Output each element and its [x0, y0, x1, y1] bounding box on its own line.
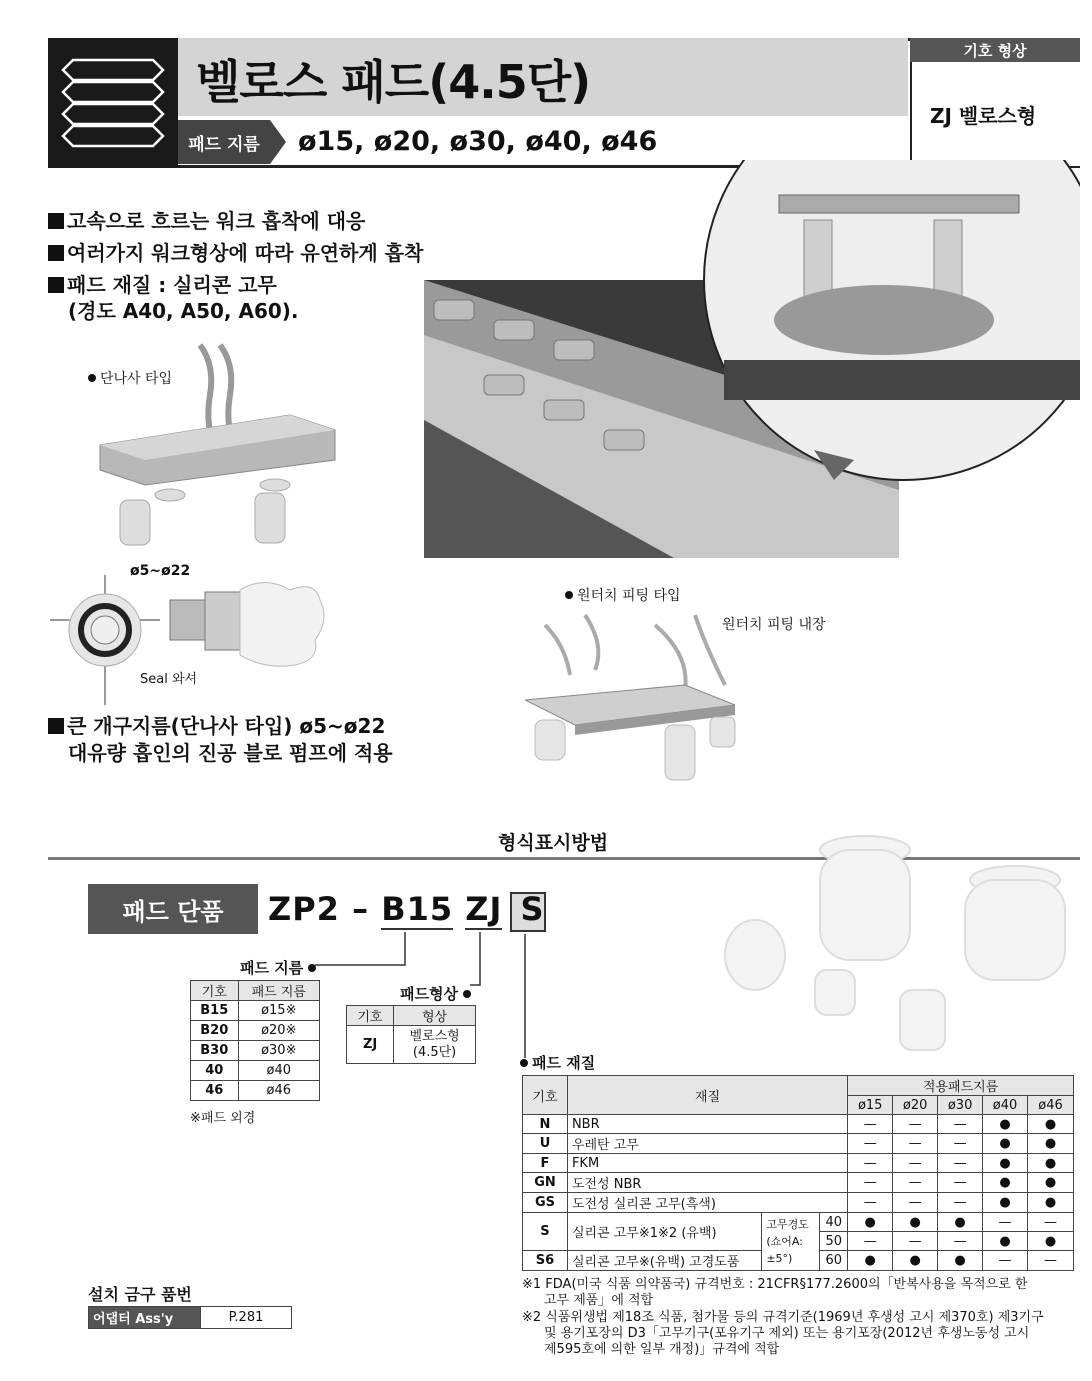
availability-mark: ●	[848, 1213, 893, 1232]
availability-mark: ●	[983, 1232, 1028, 1251]
size-value: ø30※	[238, 1041, 319, 1061]
material-row	[523, 1193, 1074, 1213]
material-row	[523, 1154, 1074, 1173]
availability-mark: ●	[983, 1154, 1028, 1173]
material-row	[523, 1134, 1074, 1154]
feature-text: 패드 재질 : 실리콘 고무	[67, 273, 277, 297]
hardness-value: 50	[820, 1232, 848, 1251]
large-opening-line2: 대유량 흡인의 진공 블로 펌프에 적용	[68, 741, 393, 765]
material-header-sizes: 적용패드지름	[848, 1076, 1074, 1096]
availability-mark: —	[848, 1193, 893, 1213]
size-table-note: ※패드 외경	[190, 1111, 256, 1126]
size-code: B30	[191, 1041, 239, 1061]
section-title: 형식표시방법	[498, 832, 609, 854]
availability-mark: —	[893, 1232, 938, 1251]
footnote-1: ※1 FDA(미국 식품 의약품국) 규격번호 : 21CFR§177.2600의「반복사용을 목적으로 한	[522, 1277, 1028, 1292]
size-code: B15	[191, 1001, 239, 1021]
symbol-value: ZJ 벨로스형	[930, 104, 1037, 128]
availability-mark: —	[848, 1115, 893, 1134]
shape-table-header: 형상	[394, 1006, 476, 1026]
bullet-dot-icon	[308, 964, 316, 972]
material-header-material: 재질	[567, 1076, 847, 1115]
shape-table-title-text: 패드형상	[400, 985, 458, 1003]
large-opening-text: 큰 개구지름(단나사 타입) ø5~ø22	[67, 714, 386, 738]
large-opening-line1	[48, 710, 385, 739]
availability-mark: —	[938, 1173, 983, 1193]
hardness-value: 40	[820, 1213, 848, 1232]
material-row	[523, 1173, 1074, 1193]
footnote-2-cont2: 제595호에 의한 일부 개정)」규격에 적합	[544, 1342, 780, 1357]
availability-mark: —	[938, 1134, 983, 1154]
availability-mark: ●	[983, 1173, 1028, 1193]
availability-mark: ●	[938, 1251, 983, 1271]
material-code: S6	[523, 1251, 568, 1271]
size-column-header: ø46	[1028, 1096, 1074, 1115]
model-code	[268, 890, 545, 928]
availability-mark: —	[938, 1232, 983, 1251]
availability-mark: —	[848, 1173, 893, 1193]
size-column-header: ø15	[848, 1096, 893, 1115]
material-name: 도전성 실리콘 고무(흑색)	[567, 1193, 847, 1213]
model-prefix: ZP2	[268, 890, 340, 928]
arrow-icon	[270, 120, 286, 164]
page-title: 벨로스 패드(4.5단)	[196, 55, 591, 109]
size-table	[190, 980, 320, 1101]
feature-1	[48, 205, 365, 234]
availability-mark: —	[938, 1115, 983, 1134]
material-name: 실리콘 고무※(유백) 고경도품	[567, 1251, 761, 1271]
model-label: 패드 단품	[88, 884, 258, 934]
footnote-2: ※2 식품위생법 제18조 식품, 첨가물 등의 규격기준(1969년 후생성 고시 제370호) 제3기구	[522, 1310, 1044, 1325]
availability-mark: ●	[1028, 1173, 1074, 1193]
material-code: N	[523, 1115, 568, 1134]
shape-table-header: 기호	[347, 1006, 394, 1026]
footnote-2-cont: 및 용기포장의 D3「고무기구(포유기구 제외) 또는 용기포장(2012년 후생노동성 고시	[544, 1326, 1030, 1341]
size-table-header: 패드 지름	[238, 981, 319, 1001]
availability-mark: ●	[893, 1213, 938, 1232]
onetouch-type-text: 원터치 피팅 타입	[577, 588, 681, 604]
fitting-name: 어댑터 Ass'y	[89, 1307, 201, 1329]
hardness-label: 고무경도 (쇼어A: ±5°)	[762, 1213, 820, 1271]
material-code: F	[523, 1154, 568, 1173]
availability-mark: ●	[1028, 1134, 1074, 1154]
feature-text: 여러가지 워크형상에 따라 유연하게 흡착	[67, 241, 424, 265]
size-code: 46	[191, 1081, 239, 1101]
size-value: ø20※	[238, 1021, 319, 1041]
size-code: 40	[191, 1061, 239, 1081]
availability-mark: —	[893, 1154, 938, 1173]
seal-washer-diagram	[50, 570, 340, 710]
material-name: NBR	[567, 1115, 847, 1134]
availability-mark: —	[983, 1213, 1028, 1232]
model-part-material: S	[520, 890, 545, 928]
size-value: ø46	[238, 1081, 319, 1101]
material-code: GN	[523, 1173, 568, 1193]
availability-mark: —	[893, 1134, 938, 1154]
material-row-s40	[523, 1213, 1074, 1232]
size-value: ø40	[238, 1061, 319, 1081]
bullet-dot-icon	[463, 990, 471, 998]
fitting-page-link[interactable]: P.281	[201, 1307, 292, 1329]
availability-mark: —	[893, 1115, 938, 1134]
material-name: 도전성 NBR	[567, 1173, 847, 1193]
conveyor-photo	[424, 160, 1080, 560]
size-table-title	[240, 957, 320, 978]
diameter-range-label: ø5~ø22	[130, 563, 191, 579]
square-bullet-icon	[48, 245, 64, 261]
availability-mark: —	[893, 1193, 938, 1213]
material-name: 우레탄 고무	[567, 1134, 847, 1154]
material-code: S	[523, 1213, 568, 1251]
square-bullet-icon	[48, 277, 64, 293]
diameter-values: ø15, ø20, ø30, ø40, ø46	[298, 126, 658, 157]
thread-type-illustration	[95, 335, 345, 550]
size-value: ø15※	[238, 1001, 319, 1021]
model-dash: –	[352, 890, 370, 928]
material-table	[522, 1075, 1074, 1271]
material-table-title-text: 패드 재질	[532, 1054, 596, 1072]
material-table-title	[520, 1052, 595, 1073]
fitting-table	[88, 1306, 292, 1329]
shape-value: 벨로스형 (4.5단)	[394, 1026, 476, 1064]
availability-mark: ●	[893, 1251, 938, 1271]
availability-mark: ●	[983, 1134, 1028, 1154]
availability-mark: ●	[983, 1193, 1028, 1213]
size-column-header: ø20	[893, 1096, 938, 1115]
availability-mark: —	[938, 1193, 983, 1213]
availability-mark: ●	[983, 1115, 1028, 1134]
availability-mark: ●	[1028, 1115, 1074, 1134]
availability-mark: ●	[848, 1251, 893, 1271]
availability-mark: ●	[1028, 1193, 1074, 1213]
size-table-title-text: 패드 지름	[240, 959, 304, 977]
onetouch-builtin-label: 원터치 피팅 내장	[722, 617, 826, 633]
availability-mark: —	[848, 1154, 893, 1173]
thread-type-text: 단나사 타입	[100, 371, 173, 387]
square-bullet-icon	[48, 213, 64, 229]
material-name: 실리콘 고무※1※2 (유백)	[567, 1213, 761, 1251]
bellows-icon	[48, 38, 178, 168]
feature-2	[48, 237, 423, 266]
availability-mark: —	[1028, 1251, 1074, 1271]
size-code: B20	[191, 1021, 239, 1041]
footnote-1-cont: 고무 제품」에 적합	[544, 1293, 654, 1308]
availability-mark: —	[1028, 1213, 1074, 1232]
size-table-header: 기호	[191, 981, 239, 1001]
material-name: FKM	[567, 1154, 847, 1173]
feature-3	[48, 269, 277, 298]
availability-mark: ●	[1028, 1154, 1074, 1173]
pad-product-photo	[715, 830, 1080, 1070]
symbol-heading: 기호 형상	[910, 38, 1080, 62]
availability-mark: —	[983, 1251, 1028, 1271]
onetouch-illustration	[525, 605, 745, 790]
bullet-dot-icon	[565, 591, 573, 599]
fitting-title: 설치 금구 품번	[88, 1285, 192, 1304]
availability-mark: ●	[1028, 1232, 1074, 1251]
availability-mark: —	[848, 1232, 893, 1251]
seal-washer-label: Seal 와셔	[140, 672, 198, 687]
material-row	[523, 1115, 1074, 1134]
model-part-shape: ZJ	[465, 890, 503, 928]
availability-mark: —	[938, 1154, 983, 1173]
availability-mark: —	[848, 1134, 893, 1154]
diameter-label: 패드 지름	[178, 120, 270, 164]
feature-text: 고속으로 흐르는 워크 흡착에 대응	[67, 209, 366, 233]
size-column-header: ø40	[983, 1096, 1028, 1115]
size-column-header: ø30	[938, 1096, 983, 1115]
shape-table	[346, 1005, 476, 1064]
bullet-dot-icon	[520, 1059, 528, 1067]
shape-table-title	[400, 983, 475, 1004]
shape-code: ZJ	[347, 1026, 394, 1064]
material-code: U	[523, 1134, 568, 1154]
material-code: GS	[523, 1193, 568, 1213]
availability-mark: ●	[938, 1213, 983, 1232]
onetouch-type-label	[565, 585, 681, 605]
feature-3-detail: (경도 A40, A50, A60).	[68, 299, 299, 323]
square-bullet-icon	[48, 718, 64, 734]
model-part-size: B15	[381, 890, 454, 928]
material-header-code: 기호	[523, 1076, 568, 1115]
hardness-value: 60	[820, 1251, 848, 1271]
availability-mark: —	[893, 1173, 938, 1193]
